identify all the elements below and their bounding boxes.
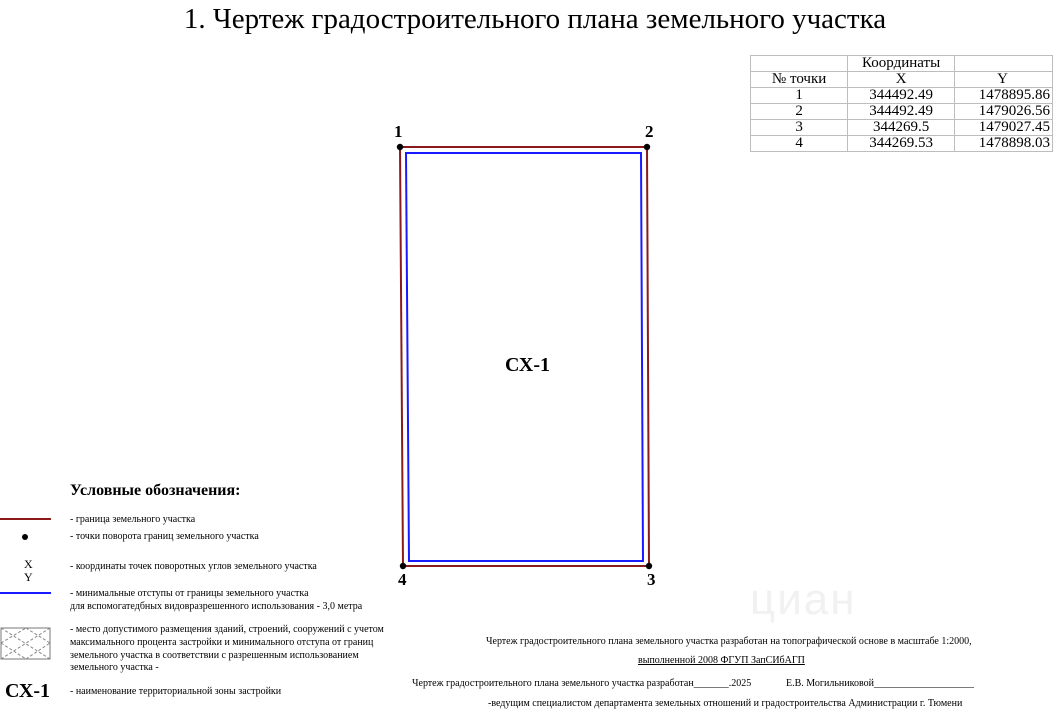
legend-zone-symbol: СХ-1 [5,680,51,702]
legend-item-building-area-2: максимального процента застройки и минимального отступа от границ [70,637,374,648]
vertex-point-1 [397,144,403,150]
legend-item-building-area-3: земельного участка в соответствии с разрешенным использованием [70,650,359,661]
note-survey: выполненной 2008 ФГУП ЗапСИбАГП [638,655,805,666]
vertex-point-3 [646,563,652,569]
table-row: 1 344492.49 1478895.86 [751,88,1053,104]
zone-label: СХ-1 [505,354,551,376]
legend-item-zone-name: - наименование территориальной зоны застройки [70,686,282,697]
legend-xy-symbol: X Y [24,557,33,584]
col-header-y: Y [955,72,1053,88]
note-author: Е.В. Могильниковой____________________ [786,678,974,689]
legend-item-building-area: - место допустимого размещения зданий, строений, сооружений с учетом [70,624,384,635]
document-title: 1. Чертеж градостроительного плана земельного участка [183,3,887,35]
point-label-4: 4 [398,570,407,589]
vertex-point-2 [644,144,650,150]
legend-item-points: - точки поворота границ земельного участка [70,531,259,542]
legend-item-building-area-4: земельного участка - [70,662,159,673]
legend-item-setback-detail: для вспомогатедбных видовразрешенного использования - 3,0 метра [70,601,363,612]
table-row: 2 344492.49 1479026.56 [751,104,1053,120]
legend-item-setback: - минимальные отступы от границы земельного участка [70,588,309,599]
point-label-2: 2 [645,122,654,141]
legend-item-coordinates: - координаты точек поворотных углов земельного участка [70,561,317,572]
col-header-x: X [848,72,955,88]
watermark: циан [750,575,857,624]
col-header-point: № точки [751,72,848,88]
vertex-point-4 [400,563,406,569]
note-scale: Чертеж градостроительного плана земельного участка разработан на топографической основе в масштабе 1:2000, [486,636,972,647]
legend-point-symbol [22,534,28,540]
coordinates-header: Координаты [848,56,955,72]
legend-title: Условные обозначения: [70,482,241,499]
table-row: 3 344269.5 1479027.45 [751,120,1053,136]
point-label-3: 3 [647,570,656,589]
note-author-position: -ведущим специалистом департамента земельных отношений и градостроительства Администрации г. Тюмени [488,698,963,709]
legend-item-boundary: - граница земельного участка [70,514,196,525]
legend-hatch-symbol [1,628,50,659]
point-label-1: 1 [394,122,403,141]
table-row: 4 344269.53 1478898.03 [751,136,1053,152]
note-developed: Чертеж градостроительного плана земельного участка разработан_______.2025 [412,678,752,689]
